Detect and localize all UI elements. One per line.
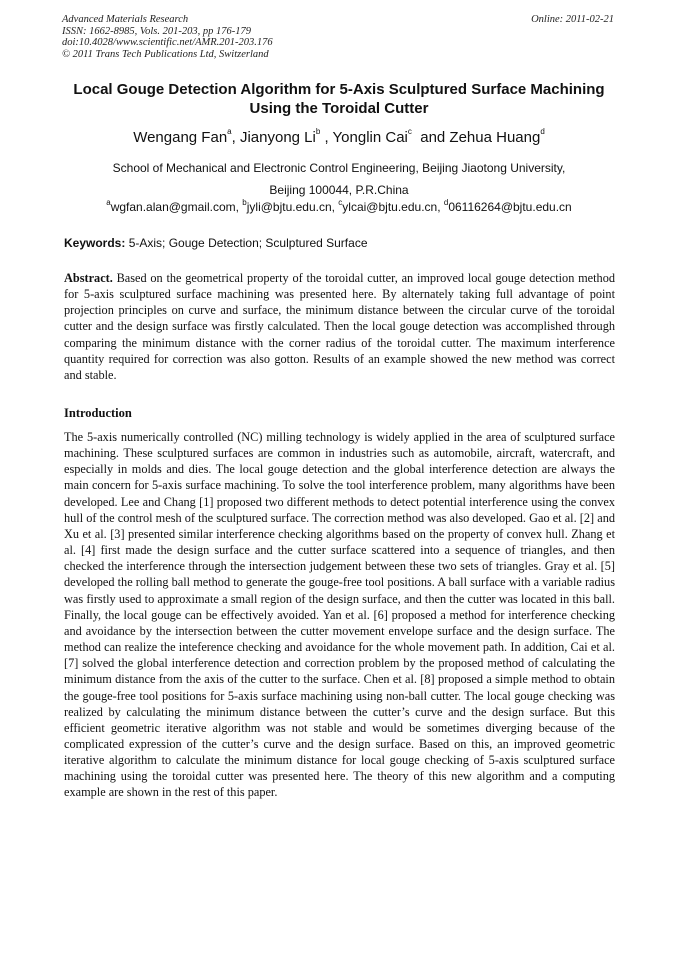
introduction-paragraph: The 5-axis numerically controlled (NC) milling technology is widely applied in the area of sculptured surface machining. These sculptured surfaces are common in industries such as automobile, aircraft, watercraft, and especially in molds and dies. The local gouge detection and the global interference detection are always the main concern for 5-axis surface machining. To solve the tool interference problem, many algorithms have been developed. Lee and Chang [1] proposed two different methods to detect potential interference using the convex hull of the control mesh of the sculptured surface. The correction method was also developed. Gao et al. [2] and Xu et al. [3] presented similar interference checking algorithms based on the property of convex hull. Zhang et al. [4] first made the design surface and the cutter surface scattered into a sequence of triangles, and then checked the interference through the intersection judgement between these two sets of triangles. Gray et al. [5] developed the rolling ball method to generate the gouge-free tool positions. A ball surface with a variable radius was firstly used to approximate a small region of the design surface, and then the cutter was located in this ball. Finally, the local gouge can be effectively avoided. Yan et al. [6] proposed a method for interference checking and avoidance by the intersection between the cutter movement envelope surface and the design surface. The method can realize the inteference checking and avoidance for the whole movement path. In addition, Cai et al. [7] solved the global interference detection and correction problem by the proposed method of calculating the minimum distance from the axis of the cutter to the surface. Chen et al. [8] proposed a simple method to obtain the gouge-free tool positions for 5-axis surface machining using non-ball cutter. The local gouge checking was realized by calculating the minimum distance between the cutter’s curve and the design surface. But this efficient geometric iterative algorithm was not stable and would be sometimes diverging because of the complicated expression of the cutter’s curve and the design surface. Based on this, an improved geometric iterative algorithm to calculate the minimum distance for local gouge checking of 5-axis sculptured surface machining using the toroidal cutter was presented here. The theory of this new algorithm and a computing example are shown in the rest of this paper. <box>64 430 615 800</box>
section-heading-introduction: Introduction <box>64 406 132 420</box>
author-superscript: c <box>407 127 412 136</box>
email-list <box>40 200 638 214</box>
email-address: ylcai@bjtu.edu.cn <box>342 200 438 214</box>
email-superscript: d <box>443 198 449 207</box>
author-name: Yonglin Cai <box>332 129 408 146</box>
author-name: Jianyong Li <box>239 129 316 146</box>
online-date: Online: 2011-02-21 <box>531 14 614 25</box>
affiliation-line: School of Mechanical and Electronic Control Engineering, Beijing Jiaotong University, <box>112 161 566 175</box>
issn-line: ISSN: 1662-8985, Vols. 201-203, pp 176-179 <box>62 25 251 37</box>
author-superscript: b <box>315 127 321 136</box>
paper-title: Local Gouge Detection Algorithm for 5-Axis Sculptured Surface Machining Using the Toroidal Cutter <box>73 81 605 117</box>
email-address: 06116264@bjtu.edu.cn <box>448 200 572 214</box>
author-superscript: d <box>540 127 545 136</box>
abstract-label: Abstract. <box>64 271 113 285</box>
author-separator: , <box>320 129 333 146</box>
email-separator: , <box>235 200 243 214</box>
journal-name: Advanced Materials Research <box>62 14 189 25</box>
author-separator: and <box>411 129 450 146</box>
affiliation <box>40 157 638 201</box>
abstract-text: Based on the geometrical property of the toroidal cutter, an improved local gouge detection method for 5-axis sculptured surface machining was presented here. By alternately taking full advantage of point projection principles on curve and surface, the minimum distance between the circular curve of the toroidal cutter and the design surface was firstly calculated. Then the local gouge detection was accomplished through comparing the minimum distance with the corner radius of the toroidal cutter. The maximum interference quantity required for correction was also gotton. Results of an example showed the new method was correct and stable. <box>64 271 615 382</box>
keywords <box>64 236 368 250</box>
email-address: wgfan.alan@gmail.com <box>110 200 236 214</box>
email-superscript: a <box>106 198 111 207</box>
affiliation-line: Beijing 100044, P.R.China <box>269 183 409 197</box>
author-separator: , <box>231 129 240 146</box>
doi-line: doi:10.4028/www.scientific.net/AMR.201-203.176 <box>62 37 273 48</box>
abstract <box>64 270 615 383</box>
email-separator: , <box>437 200 444 214</box>
author-name: Zehua Huang <box>449 129 541 146</box>
keywords-label: Keywords: <box>64 236 126 250</box>
author-superscript: a <box>227 127 232 136</box>
email-superscript: b <box>242 198 247 207</box>
author-name: Wengang Fan <box>133 129 228 146</box>
journal-header <box>62 14 273 60</box>
copyright-line: © 2011 Trans Tech Publications Ltd, Switzerland <box>62 48 269 60</box>
email-separator: , <box>331 200 339 214</box>
author-list <box>40 129 638 146</box>
keywords-text: 5-Axis; Gouge Detection; Sculptured Surface <box>125 236 368 250</box>
email-address: jyli@bjtu.edu.cn <box>246 200 332 214</box>
email-superscript: c <box>338 198 343 207</box>
